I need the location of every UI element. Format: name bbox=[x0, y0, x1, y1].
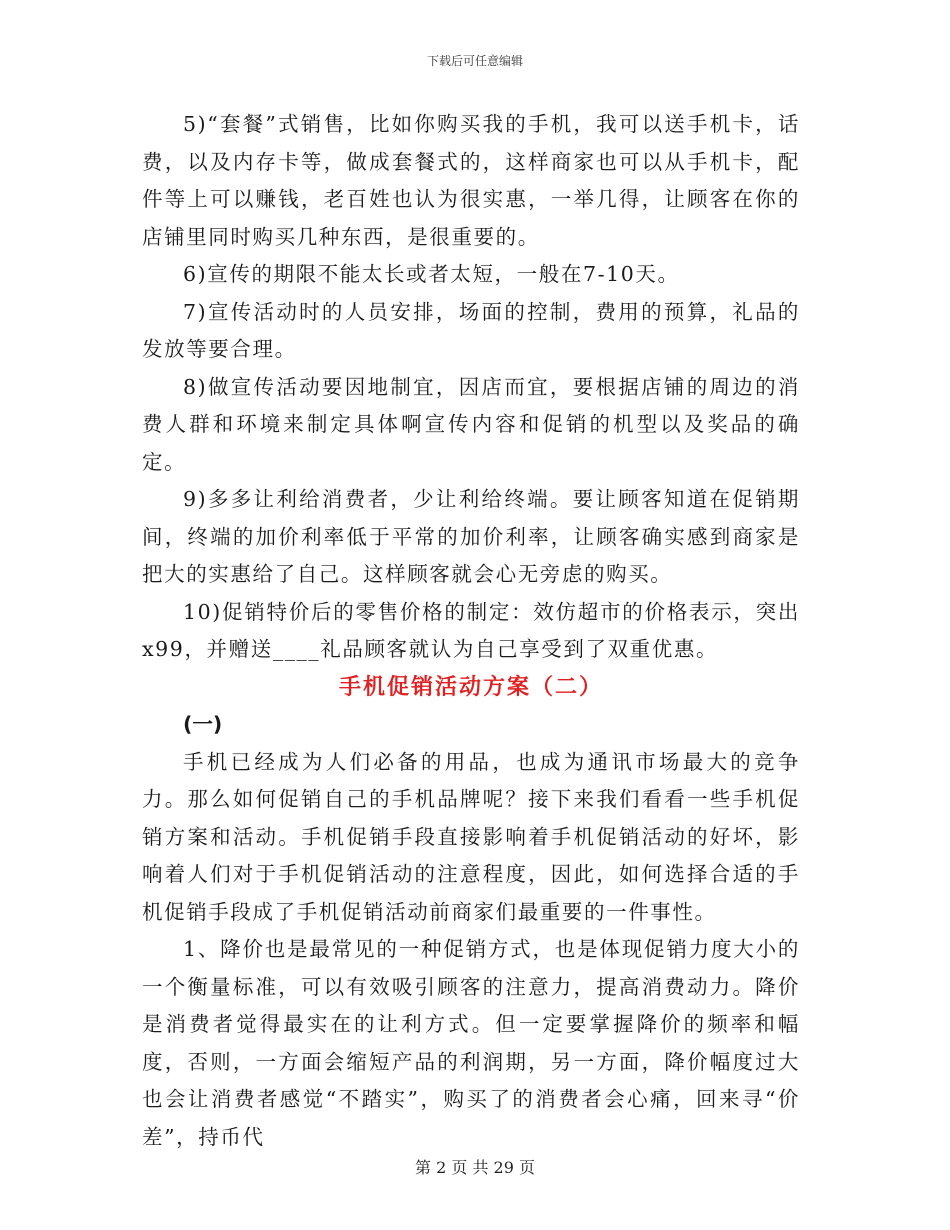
paragraph-intro: 手机已经成为人们必备的用品，也成为通讯市场最大的竞争力。那么如何促销自己的手机品牌呢？接下来我们看看一些手机促销方案和活动。手机促销手段直接影响着手机促销活动的好坏，影响着人们对于手机促销活动的注意程度，因此，如何选择合适的手机促销手段成了手机促销活动前商家们最重要的一件事性。 bbox=[142, 749, 800, 924]
paragraph-item-1: 1、降价也是最常见的一种促销方式，也是体现促销力度大小的一个衡量标准，可以有效吸引顾客的注意力，提高消费动力。降价是消费者觉得最实在的让利方式。但一定要掌握降价的频率和幅度，否则，一方面会缩短产品的利润期，另一方面，降价幅度过大也会让消费者感觉“不踏实”，购买了的消费者会心痛，回来寻“价差”，持币代 bbox=[142, 937, 800, 1149]
paragraph-5: 5)“套餐”式销售，比如你购买我的手机，我可以送手机卡，话费，以及内存卡等，做成套餐式的，这样商家也可以从手机卡，配件等上可以赚钱，老百姓也认为很实惠，一举几得，让顾客在你的店铺里同时购买几种东西，是很重要的。 bbox=[142, 112, 800, 249]
paragraph-7: 7)宣传活动时的人员安排，场面的控制，费用的预算，礼品的发放等要合理。 bbox=[142, 299, 800, 361]
sub-heading: (一) bbox=[183, 712, 223, 736]
paragraph-10: 10)促销特价后的零售价格的制定：效仿超市的价格表示，突出x99，并赠送____礼品顾客就认为自己享受到了双重优惠。 bbox=[142, 599, 800, 661]
paragraph-9: 9)多多让利给消费者，少让利给终端。要让顾客知道在促销期间，终端的加价利率低于平常的加价利率，让顾客确实感到商家是把大的实惠给了自己。这样顾客就会心无旁虑的购买。 bbox=[142, 487, 800, 586]
paragraph-6: 6)宣传的期限不能太长或者太短，一般在7-10天。 bbox=[183, 262, 680, 286]
page-footer: 第 2 页 共 29 页 bbox=[415, 1158, 535, 1177]
section-title: 手机促销活动方案（二） bbox=[338, 673, 603, 700]
document-body bbox=[142, 106, 800, 1156]
page-header: 下载后可任意编辑 bbox=[426, 54, 523, 68]
paragraph-8: 8)做宣传活动要因地制宜，因店而宜，要根据店铺的周边的消费人群和环境来制定具体啊宣传内容和促销的机型以及奖品的确定。 bbox=[142, 374, 800, 474]
